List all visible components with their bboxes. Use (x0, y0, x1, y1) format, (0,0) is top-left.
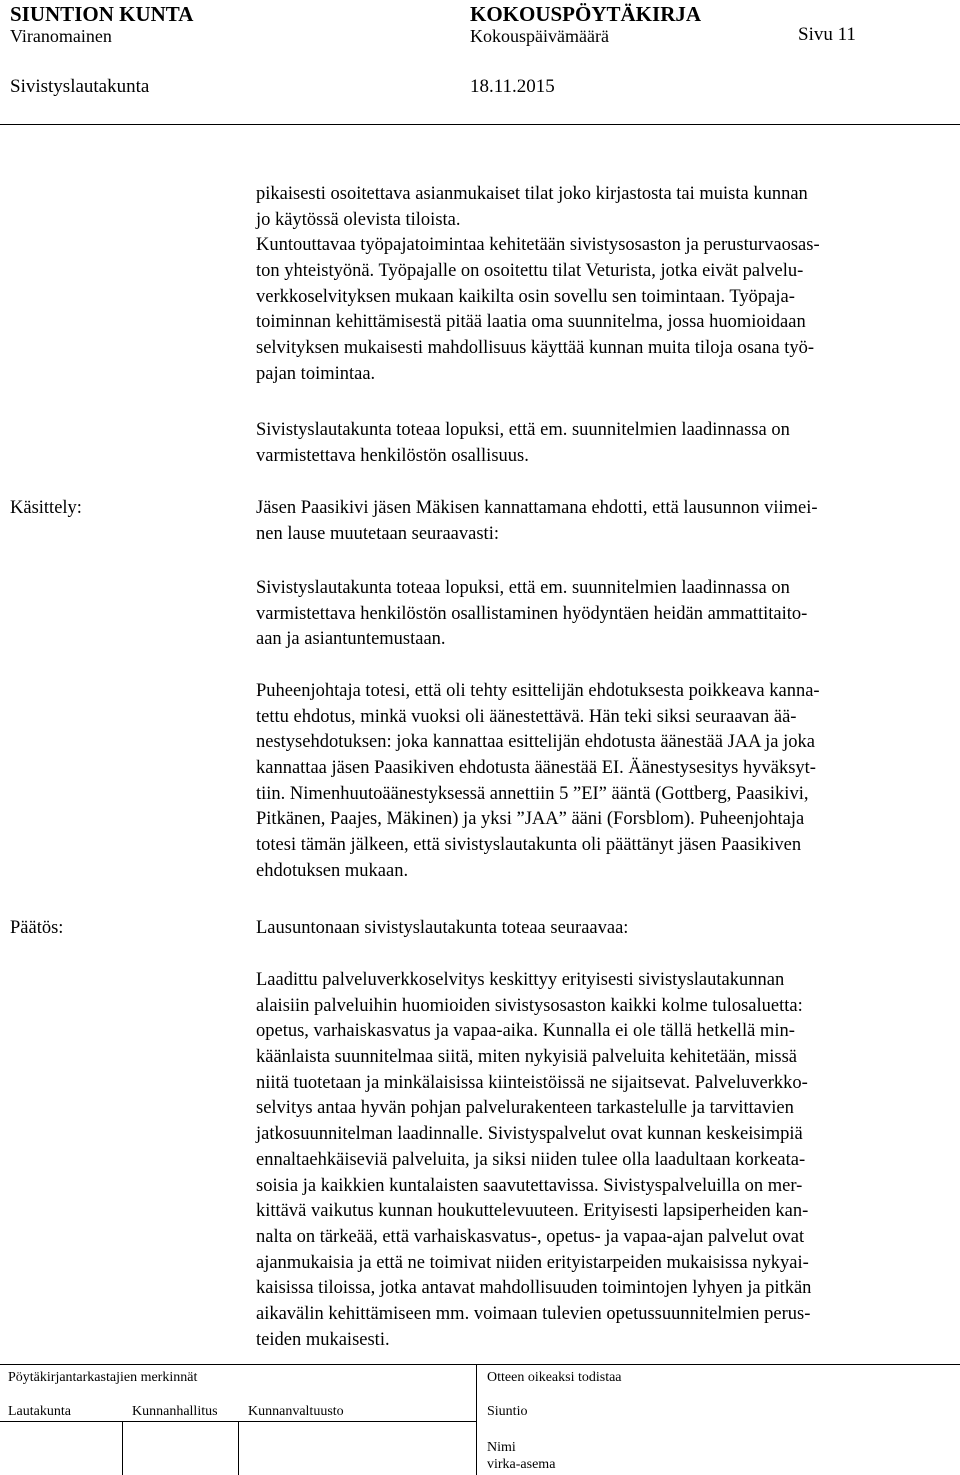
municipality-name: SIUNTION KUNTA (10, 2, 194, 26)
kasittely-label: Käsittely: (10, 498, 82, 518)
text-line: Laadittu palveluverkkoselvitys keskittyy erityisesti sivistyslautakunnan (256, 970, 785, 990)
conclusion-text (256, 418, 956, 469)
body-kunnanvaltuusto: Kunnanvaltuusto (248, 1404, 344, 1419)
text-line: nestysehdotuksen: joka kannattaa esittelijän ehdotusta äänestää JAA ja joka (256, 732, 815, 753)
footer-col-divider-1 (122, 1421, 123, 1475)
text-line: varmistettava henkilöstön osallisuus. (256, 445, 529, 466)
text-line: Lausuntonaan sivistyslautakunta toteaa seuraavaa: (256, 918, 629, 938)
text-line: Sivistyslautakunta toteaa lopuksi, että em. suunnitelmien laadinnassa on (256, 578, 790, 598)
text-line: kannattaa jäsen Paasikiven ehdotusta äänestää EI. Äänestysesitys hyväksyt- (256, 758, 816, 779)
text-line: selvitys antaa hyvän pohjan palvelurakenteen tarkastelulle ja tarvittavien (256, 1098, 794, 1119)
text-line: aikavälin kehittämiseen mm. voimaan tulevien opetussuunnitelmien perus- (256, 1303, 811, 1324)
amended-sentence (256, 576, 956, 653)
certified-label: Otteen oikeaksi todistaa (487, 1370, 622, 1385)
intro-text (256, 182, 956, 388)
page-number: Sivu 11 (798, 24, 856, 45)
text-line: nen lause muutetaan seuraavasti: (256, 523, 499, 544)
text-line: kittävä vaikutus kunnan houkuttelevuuteen. Erityisesti lapsiperheiden kan- (256, 1201, 809, 1222)
footer-col-divider-2 (238, 1421, 239, 1475)
text-line: ton yhteistyönä. Työpajalle on osoitettu tilat Veturista, jotka eivät palvelu- (256, 261, 804, 282)
text-line: opetus, varhaiskasvatus ja vapaa-aika. Kunnalla ei ole tällä hetkellä min- (256, 1021, 795, 1042)
text-line: alaisiin palveluihin huomioiden sivistysosaston kaikki kolme tulosaluetta: (256, 995, 803, 1016)
text-line: teiden mukaisesti. (256, 1329, 390, 1350)
text-line: käänlaista suunnitelmaa siitä, miten nykyisiä palveluita kehitetään, missä (256, 1047, 797, 1068)
meeting-date-label: Kokouspäivämäärä (470, 26, 609, 46)
text-line: kaisissa tiloissa, jotka antavat mahdollisuuden toimintojen lyhyen ja pitkän (256, 1278, 812, 1299)
text-line: totesi tämän jälkeen, että sivistyslautakunta oli päättänyt jäsen Paasikiven (256, 835, 802, 856)
body-kunnanhallitus: Kunnanhallitus (132, 1404, 218, 1419)
examiners-label: Pöytäkirjantarkastajien merkinnät (8, 1370, 198, 1385)
text-line: Sivistyslautakunta toteaa lopuksi, että em. suunnitelmien laadinnassa on (256, 420, 790, 440)
text-line: Pitkänen, Paajes, Mäkinen) ja yksi ”JAA” ääni (Forsblom). Puheenjohtaja (256, 809, 805, 830)
name-label: Nimi (487, 1440, 516, 1455)
authority-label: Viranomainen (10, 26, 112, 46)
title-label: virka-asema (487, 1457, 556, 1472)
text-line: Jäsen Paasikivi jäsen Mäkisen kannattamana ehdotti, että lausunnon viimei- (256, 498, 818, 518)
paatos-label: Päätös: (10, 918, 64, 938)
vote-text (256, 679, 956, 885)
text-line: niitä tuotetaan ja minkälaisissa kiinteistöissä ne sijaitsevat. Palveluverkko- (256, 1072, 808, 1093)
text-line: ajanmukaisia ja että ne toimivat niiden erityistarpeiden mukaisissa nykyai- (256, 1252, 809, 1273)
text-line: varmistettava henkilöstön osallistaminen hyödyntäen heidän ammattitaito- (256, 603, 808, 624)
text-line: aan ja asiantuntemustaan. (256, 629, 446, 650)
text-line: verkkoselvityksen mukaan kaikilta osin sovellu sen toimintaan. Työpaja- (256, 286, 795, 307)
text-line: nalta on tärkeää, että varhaiskasvatus-, opetus- ja vapaa-ajan palvelut ovat (256, 1226, 805, 1247)
text-line: tettu ehdotus, minkä vuoksi oli äänestettävä. Hän teki siksi seuraavan ää- (256, 706, 797, 727)
text-line: ennaltaehkäiseviä palveluita, ja siksi niiden tulee olla laadultaan korkeata- (256, 1149, 806, 1170)
text-line: Puheenjohtaja totesi, että oli tehty esittelijän ehdotuksesta poikkeava kanna- (256, 681, 820, 701)
text-line: jo käytössä olevista tiloista. (256, 209, 461, 230)
text-line: selvityksen mukaisesti mahdollisuus käyttää kunnan muita tiloja osana työ- (256, 338, 814, 359)
text-line: Kuntouttavaa työpajatoimintaa kehitetään sivistysosaston ja perusturvaosas- (256, 235, 820, 256)
footer-center-divider (476, 1364, 477, 1475)
decision-statement (256, 968, 956, 1353)
text-line: soisia ja kaikkien kuntalaisten saavutettavissa. Sivistyspalveluilla on mer- (256, 1175, 803, 1196)
text-line: ehdotuksen mukaan. (256, 860, 409, 881)
body-lautakunta: Lautakunta (8, 1404, 71, 1419)
document-type: KOKOUSPÖYTÄKIRJA (470, 2, 702, 26)
text-line: pikaisesti osoitettava asianmukaiset tilat joko kirjastosta tai muista kunnan (256, 184, 808, 204)
text-line: pajan toimintaa. (256, 363, 376, 384)
meeting-date: 18.11.2015 (470, 76, 555, 97)
place: Siuntio (487, 1404, 528, 1419)
text-line: toiminnan kehittämisestä pitää laatia oma suunnitelma, jossa huomioidaan (256, 312, 806, 333)
footer-top-rule (0, 1364, 960, 1365)
header-divider (0, 124, 960, 125)
text-line: tiin. Nimenhuutoäänestyksessä annettiin 5 ”EI” ääntä (Gottberg, Paasikivi, (256, 783, 809, 804)
proposal-text (256, 496, 956, 547)
authority-name: Sivistyslautakunta (10, 76, 150, 97)
text-line: jatkosuunnitelman laadinnalle. Sivistyspalvelut ovat kunnan keskeisimpiä (256, 1124, 803, 1145)
decision-intro (256, 916, 956, 942)
